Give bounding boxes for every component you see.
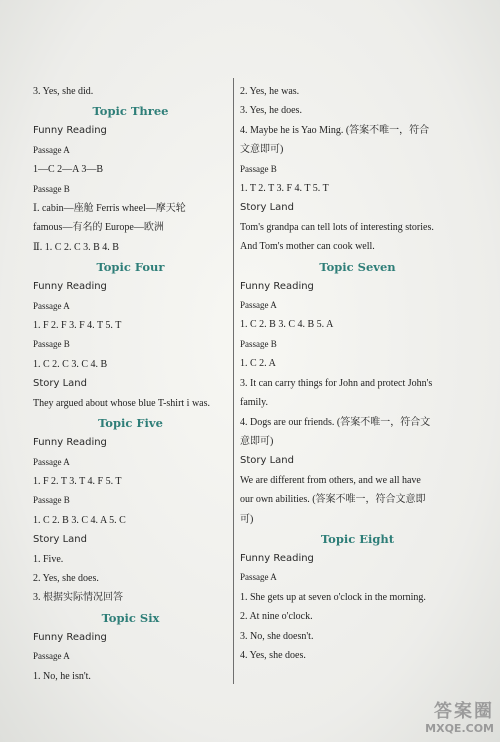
answer-line: Passage B: [33, 495, 70, 506]
column-divider: [233, 78, 234, 684]
answer-line: 1. No, he isn't.: [33, 670, 91, 682]
topic-heading: Topic Six: [101, 610, 160, 625]
answer-line: 1. F 2. F 3. F 4. T 5. T: [33, 320, 122, 332]
answer-line: 1. She gets up at seven o'clock in the morning.: [240, 591, 426, 603]
answer-line: Ⅰ. cabin—座舱 Ferris wheel—摩天轮: [33, 203, 186, 215]
answer-line: Passage A: [240, 572, 277, 583]
right-column: [240, 82, 475, 665]
answer-line: 1—C 2—A 3—B: [33, 164, 104, 176]
answer-line: 1. C 2. A: [240, 358, 276, 370]
answer-line: Passage A: [33, 300, 70, 311]
answer-line: 4. Yes, she does.: [240, 649, 306, 661]
answer-line: 意即可): [240, 435, 274, 447]
section-label: Funny Reading: [33, 631, 107, 643]
answer-line: 3. Yes, she did.: [33, 86, 94, 97]
answer-line: 文意即可): [240, 144, 284, 156]
answer-line: Passage A: [240, 300, 277, 311]
answer-line: 2. At nine o'clock.: [240, 611, 313, 623]
watermark-top: 答案圈: [434, 701, 494, 722]
answer-line: 4. Dogs are our friends. (答案不唯一，符合文: [240, 416, 431, 428]
answer-line: 3. 根据实际情况回答: [33, 592, 123, 604]
section-label: Story Land: [33, 534, 87, 546]
answer-line: 1. Five.: [33, 553, 64, 565]
section-label: Funny Reading: [33, 125, 107, 137]
answer-line: 2. Yes, she does.: [33, 572, 99, 584]
answer-line: 可): [240, 513, 254, 525]
answer-line: We are different from others, and we all have: [240, 474, 421, 486]
section-label: Funny Reading: [33, 281, 107, 293]
answer-line: Passage B: [33, 339, 70, 350]
answer-line: Passage A: [33, 144, 70, 155]
answer-line: Passage B: [240, 338, 277, 349]
watermark-logo: [402, 702, 494, 738]
answer-line: 4. Maybe he is Yao Ming. (答案不唯一，符合: [240, 124, 430, 136]
topic-heading: Topic Three: [92, 104, 169, 119]
answer-line: family.: [240, 397, 268, 409]
answer-line: 3. It can carry things for John and protect John's: [240, 377, 433, 389]
answer-line: Tom's grandpa can tell lots of interesting stories.: [240, 221, 434, 233]
answer-line: And Tom's mother can cook well.: [240, 241, 375, 253]
answer-line: Passage A: [33, 651, 70, 662]
section-label: Funny Reading: [33, 437, 107, 449]
answer-line: They argued about whose blue T-shirt i was.: [33, 397, 211, 409]
answer-line: 1. C 2. B 3. C 4. A 5. C: [33, 514, 126, 526]
answer-line: 1. F 2. T 3. T 4. F 5. T: [33, 475, 122, 487]
watermark-bottom: MXQE.COM: [425, 722, 494, 735]
section-label: Story Land: [240, 202, 294, 214]
section-label: Funny Reading: [240, 552, 314, 564]
answer-line: 1. C 2. B 3. C 4. B 5. A: [240, 319, 334, 331]
section-label: Story Land: [33, 378, 87, 390]
topic-heading: Topic Eight: [320, 531, 395, 546]
topic-heading: Topic Four: [96, 260, 165, 275]
answer-line: 3. No, she doesn't.: [240, 630, 314, 642]
answer-line: Passage A: [33, 456, 70, 467]
answer-line: Ⅱ. 1. C 2. C 3. B 4. B: [33, 241, 119, 253]
answer-line: famous—有名的 Europe—欧洲: [33, 222, 164, 234]
answer-line: Passage B: [33, 183, 70, 194]
answer-line: Passage B: [240, 163, 277, 174]
answer-line: 1. C 2. C 3. C 4. B: [33, 358, 108, 370]
answer-line: 1. T 2. T 3. F 4. T 5. T: [240, 183, 329, 195]
topic-heading: Topic Seven: [319, 259, 396, 274]
answer-line: 2. Yes, he was.: [240, 86, 300, 97]
left-column: [33, 82, 228, 686]
answer-line: 3. Yes, he does.: [240, 105, 302, 117]
section-label: Story Land: [240, 455, 294, 467]
answer-line: our own abilities. (答案不唯一，符合文意即: [240, 494, 426, 506]
section-label: Funny Reading: [240, 280, 314, 292]
topic-heading: Topic Five: [98, 416, 163, 431]
